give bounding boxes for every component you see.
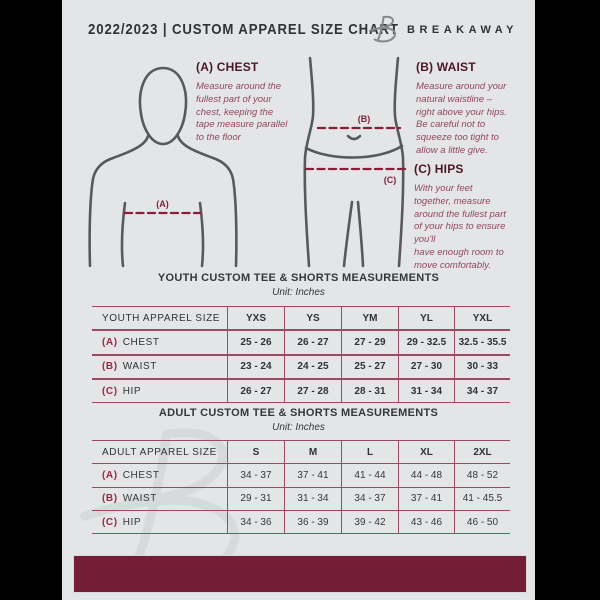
navel-mark xyxy=(348,136,360,139)
table-header-cell: L xyxy=(341,440,398,464)
row-label: (A) CHEST xyxy=(92,330,227,354)
measurement-cell: 30 - 33 xyxy=(454,355,510,379)
table-header-cell: YL xyxy=(398,306,454,330)
measurement-cell: 34 - 37 xyxy=(227,464,284,487)
measurement-cell: 28 - 31 xyxy=(341,379,398,403)
waist-guide xyxy=(416,60,534,158)
breakaway-logo-icon xyxy=(369,12,399,45)
chest-marker: (A) xyxy=(156,199,169,209)
measurement-cell: 27 - 30 xyxy=(398,355,454,379)
youth-section-title: YOUTH CUSTOM TEE & SHORTS MEASUREMENTS xyxy=(157,272,440,284)
chest-guide xyxy=(196,60,314,145)
measurement-cell: 36 - 39 xyxy=(284,511,341,534)
measurement-cell: 27 - 29 xyxy=(341,330,398,354)
table-header-cell: YS xyxy=(284,306,341,330)
measurement-cell: 23 - 24 xyxy=(227,355,284,379)
youth-size-table xyxy=(92,306,510,403)
right-inner-leg xyxy=(358,202,363,266)
measurement-cell: 34 - 36 xyxy=(227,511,284,534)
adult-section-unit: Unit: Inches xyxy=(272,422,325,433)
left-shoulder-arm xyxy=(90,136,148,266)
measurement-cell: 34 - 37 xyxy=(454,379,510,403)
measurement-cell: 41 - 44 xyxy=(341,464,398,487)
right-shoulder-arm xyxy=(178,136,236,266)
measurement-cell: 48 - 52 xyxy=(454,464,510,487)
hips-marker: (C) xyxy=(383,175,397,185)
chest-description: Measure around the fullest part of your chest, keeping the tape measure parallel to the floor xyxy=(196,81,288,144)
chest-heading: (A) CHEST xyxy=(196,60,259,74)
table-header-cell: ADULT APPAREL SIZE xyxy=(92,440,227,464)
table-header-cell: M xyxy=(284,440,341,464)
brand-name: BREAKAWAY xyxy=(407,24,518,36)
table-header-cell: YXL xyxy=(454,306,510,330)
size-chart-document xyxy=(62,0,535,600)
head-outline xyxy=(140,68,186,144)
hips-heading: (C) HIPS xyxy=(414,162,464,176)
measurement-cell: 37 - 41 xyxy=(398,488,454,511)
row-label: (B) WAIST xyxy=(92,488,227,511)
table-header-cell: YOUTH APPAREL SIZE xyxy=(92,306,227,330)
measurement-cell: 32.5 - 35.5 xyxy=(454,330,510,354)
row-label: (A) CHEST xyxy=(92,464,227,487)
adult-section-title: ADULT CUSTOM TEE & SHORTS MEASUREMENTS xyxy=(158,407,439,419)
table-header-cell: YM xyxy=(341,306,398,330)
measurement-cell: 43 - 46 xyxy=(398,511,454,534)
measurement-cell: 29 - 32.5 xyxy=(398,330,454,354)
waist-heading: (B) WAIST xyxy=(416,60,476,74)
right-hip-leg xyxy=(395,58,403,266)
waist-description: Measure around your natural waistline – right above your hips. Be careful not to squeeze too tight to allow a little give. xyxy=(416,81,507,156)
measurement-cell: 25 - 26 xyxy=(227,330,284,354)
footer-bar xyxy=(73,555,527,593)
measurement-cell: 25 - 27 xyxy=(341,355,398,379)
measurement-cell: 34 - 37 xyxy=(341,488,398,511)
adult-size-table xyxy=(92,440,510,534)
measurement-cell: 39 - 42 xyxy=(341,511,398,534)
row-label: (B) WAIST xyxy=(92,355,227,379)
measurement-cell: 37 - 41 xyxy=(284,464,341,487)
waist-marker: (B) xyxy=(357,114,371,124)
row-label: (C) HIP xyxy=(92,379,227,403)
left-inner-leg xyxy=(344,202,352,266)
table-header-cell: S xyxy=(227,440,284,464)
measurement-cell: 44 - 48 xyxy=(398,464,454,487)
hips-description: With your feet together, measure around the fullest part of your hips to ensure you'll have enough room to move comfortably. xyxy=(414,183,506,271)
measurement-cell: 27 - 28 xyxy=(284,379,341,403)
measurement-cell: 24 - 25 xyxy=(284,355,341,379)
waistband-line xyxy=(306,146,402,158)
page-title: 2022/2023 | CUSTOM APPAREL SIZE CHART xyxy=(88,21,399,38)
hips-guide xyxy=(414,162,532,273)
table-header-cell: YXS xyxy=(227,306,284,330)
measurement-cell: 31 - 34 xyxy=(398,379,454,403)
table-header-cell: 2XL xyxy=(454,440,510,464)
row-label: (C) HIP xyxy=(92,511,227,534)
measurement-cell: 31 - 34 xyxy=(284,488,341,511)
measurement-cell: 29 - 31 xyxy=(227,488,284,511)
measurement-cell: 46 - 50 xyxy=(454,511,510,534)
youth-section-unit: Unit: Inches xyxy=(272,287,325,298)
measurement-cell: 41 - 45.5 xyxy=(454,488,510,511)
measurement-cell: 26 - 27 xyxy=(227,379,284,403)
table-header-cell: XL xyxy=(398,440,454,464)
measurement-cell: 26 - 27 xyxy=(284,330,341,354)
